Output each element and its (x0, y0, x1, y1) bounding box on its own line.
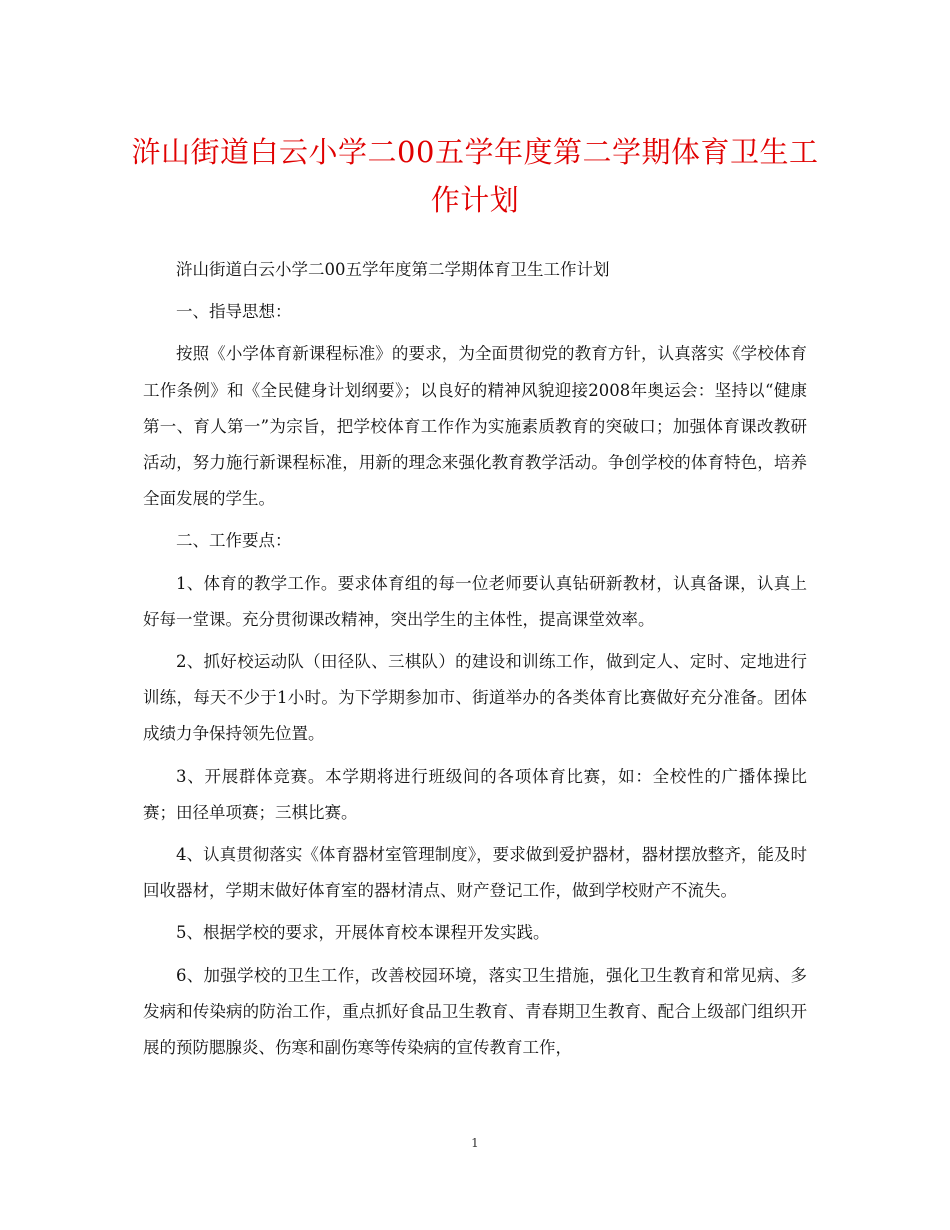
section-heading-guiding-thought: 一、指导思想： (176, 302, 292, 322)
paragraph-point-1: 1、体育的教学工作。要求体育组的每一位老师要认真钻研新教材，认真备课，认真上好每一堂课。充分贯彻课改精神，突出学生的主体性，提高课堂效率。 (143, 573, 807, 629)
document-body (143, 252, 807, 1066)
paragraph-point-5: 5、根据学校的要求，开展体育校本课程开发实践。 (176, 923, 550, 943)
paragraph-guiding-thought: 按照《小学体育新课程标准》的要求，为全面贯彻党的教育方针，认真落实《学校体育工作条例》和《全民健身计划纲要》；以良好的精神风貌迎接2008年奥运会：坚持以“健康第一、育人第一”为宗旨，把学校体育工作作为实施素质教育的突破口；加强体育课改教研活动，努力施行新课程标准，用新的理念来强化教育教学活动。争创学校的体育特色，培养全面发展的学生。 (143, 344, 807, 509)
paragraph-point-4: 4、认真贯彻落实《体育器材室管理制度》，要求做到爱护器材，器材摆放整齐，能及时回收器材，学期末做好体育室的器材清点、财产登记工作，做到学校财产不流失。 (143, 845, 807, 901)
paragraph-point-3: 3、开展群体竞赛。本学期将进行班级间的各项体育比赛，如：全校性的广播体操比赛；田径单项赛；三棋比赛。 (143, 766, 807, 822)
paragraph-point-6: 6、加强学校的卫生工作，改善校园环境，落实卫生措施，强化卫生教育和常见病、多发病和传染病的防治工作，重点抓好食品卫生教育、青春期卫生教育、配合上级部门组织开展的预防腮腺炎、伤寒和副伤寒等传染病的宣传教育工作， (143, 965, 807, 1058)
paragraph-heading-repeat: 浒山街道白云小学二00五学年度第二学期体育卫生工作计划 (176, 260, 610, 279)
document-title: 浒山街道白云小学二00五学年度第二学期体育卫生工作计划 (131, 135, 819, 217)
page-number: 1 (471, 1136, 479, 1150)
paragraph-point-2: 2、抓好校运动队（田径队、三棋队）的建设和训练工作，做到定人、定时、定地进行训练，每天不少于1小时。为下学期参加市、街道举办的各类体育比赛做好充分准备。团体成绩力争保持领先位置。 (143, 652, 807, 744)
section-heading-work-points: 二、工作要点： (176, 531, 292, 551)
